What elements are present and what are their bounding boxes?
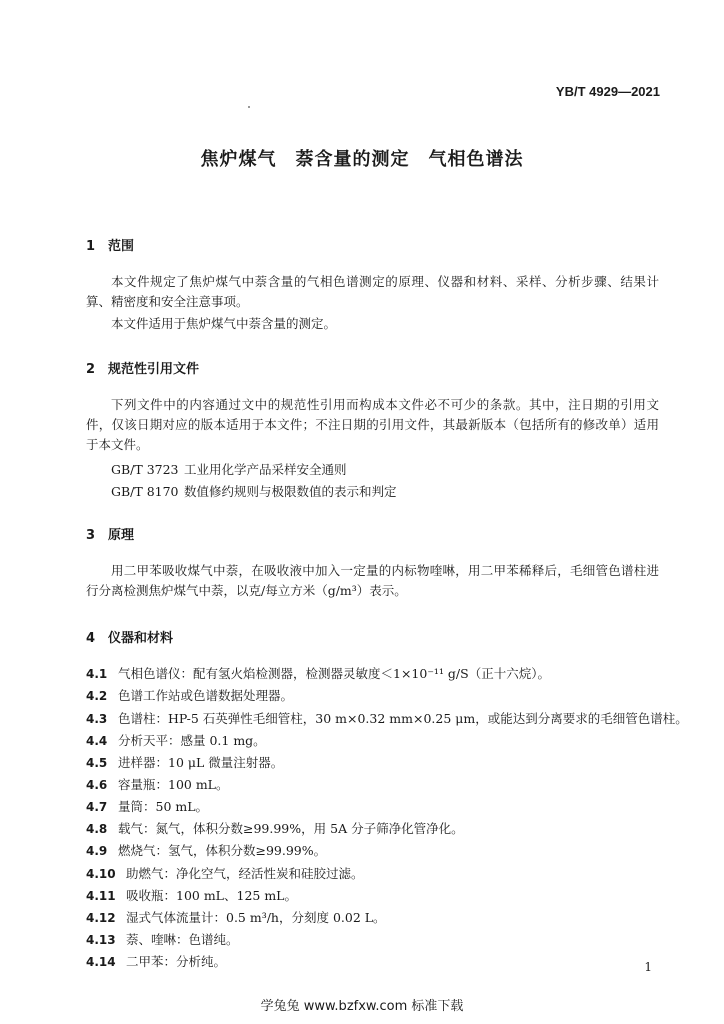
item-number: 4.5: [86, 756, 108, 770]
list-item: [86, 930, 239, 948]
item-text: 进样器：10 μL 微量注射器。: [118, 755, 284, 770]
list-item: [86, 775, 229, 793]
section-title: 原理: [108, 528, 135, 543]
reference-code: GB/T 3723: [111, 462, 179, 477]
item-number: 4.12: [86, 911, 116, 925]
item-text: 燃烧气：氢气，体积分数≥99.99%。: [118, 843, 327, 858]
list-item: [86, 797, 208, 815]
item-text: 载气：氮气，体积分数≥99.99%，用 5A 分子筛净化管净化。: [118, 821, 464, 836]
item-number: 4.1: [86, 667, 108, 681]
reference-code: GB/T 8170: [111, 484, 179, 499]
item-number: 4.14: [86, 955, 116, 969]
item-text: 湿式气体流量计：0.5 m³/h，分刻度 0.02 L。: [126, 910, 386, 925]
reference-item: [111, 482, 397, 500]
page-number: 1: [644, 960, 652, 974]
item-number: 4.10: [86, 867, 116, 881]
list-item: [86, 709, 688, 727]
item-text: 色谱柱：HP-5 石英弹性毛细管柱，30 m×0.32 mm×0.25 μm，或能达到分离要求的毛细管色谱柱。: [118, 711, 688, 726]
item-text: 萘、喹啉：色谱纯。: [126, 932, 239, 947]
list-item: [86, 952, 226, 970]
section-number: 4: [86, 631, 96, 646]
item-text: 容量瓶：100 mL。: [118, 777, 229, 792]
list-item: [86, 841, 326, 859]
standard-code: YB/T 4929—2021: [555, 84, 660, 99]
item-number: 4.9: [86, 844, 108, 858]
item-text: 气相色谱仪：配有氢火焰检测器，检测器灵敏度＜1×10⁻¹¹ g/S（正十六烷）。: [118, 666, 550, 681]
list-item: [86, 886, 297, 904]
reference-item: [111, 460, 347, 478]
item-text: 分析天平：感量 0.1 mg。: [118, 733, 266, 748]
list-item: [86, 664, 550, 682]
section-title: 范围: [108, 239, 135, 254]
section-1-paragraph-2: 本文件适用于焦炉煤气中萘含量的测定。: [111, 316, 337, 331]
list-item: [86, 864, 364, 882]
list-item: [86, 731, 266, 749]
item-number: 4.7: [86, 800, 108, 814]
item-text: 量筒：50 mL。: [118, 799, 209, 814]
list-item: [86, 819, 464, 837]
item-number: 4.6: [86, 778, 108, 792]
item-number: 4.3: [86, 712, 108, 726]
section-4-heading: [86, 627, 173, 646]
item-number: 4.4: [86, 734, 108, 748]
item-text: 助燃气：净化空气，经活性炭和硅胶过滤。: [126, 866, 364, 881]
section-number: 2: [86, 362, 96, 377]
section-1-paragraph-1: 本文件规定了焦炉煤气中萘含量的气相色谱测定的原理、仪器和材料、采样、分析步骤、结果计算、精密度和安全注意事项。: [86, 274, 659, 309]
section-title: 规范性引用文件: [108, 362, 200, 377]
section-2-heading: [86, 358, 199, 377]
list-item: [86, 908, 386, 926]
list-item: [86, 686, 293, 704]
item-text: 吸收瓶：100 mL、125 mL。: [126, 888, 297, 903]
section-title: 仪器和材料: [108, 631, 174, 646]
item-text: 二甲苯：分析纯。: [126, 954, 227, 969]
document-title: 焦炉煤气 萘含量的测定 气相色谱法: [200, 149, 524, 170]
item-text: 色谱工作站或色谱数据处理器。: [118, 688, 294, 703]
section-number: 3: [86, 528, 96, 543]
section-1-heading: [86, 235, 134, 254]
item-number: 4.2: [86, 689, 108, 703]
section-number: 1: [86, 239, 96, 254]
section-3-paragraph-1: 用二甲苯吸收煤气中萘，在吸收液中加入一定量的内标物喹啉，用二甲苯稀释后，毛细管色谱柱进行分离检测焦炉煤气中萘，以克/每立方米（g/m³）表示。: [86, 563, 659, 598]
reference-title: 数值修约规则与极限数值的表示和判定: [184, 484, 397, 499]
list-item: [86, 753, 283, 771]
reference-title: 工业用化学产品采样安全通则: [184, 462, 347, 477]
item-number: 4.8: [86, 822, 108, 836]
section-3-heading: [86, 524, 134, 543]
section-2-paragraph-1: 下列文件中的内容通过文中的规范性引用而构成本文件必不可少的条款。其中，注日期的引用文件，仅该日期对应的版本适用于本文件；不注日期的引用文件，其最新版本（包括所有的修改单）适用于本文件。: [86, 397, 659, 452]
scan-speck: [248, 106, 250, 108]
item-number: 4.11: [86, 889, 116, 903]
footer-watermark-link[interactable]: 学兔兔 www.bzfxw.com 标准下载: [260, 999, 464, 1014]
item-number: 4.13: [86, 933, 116, 947]
